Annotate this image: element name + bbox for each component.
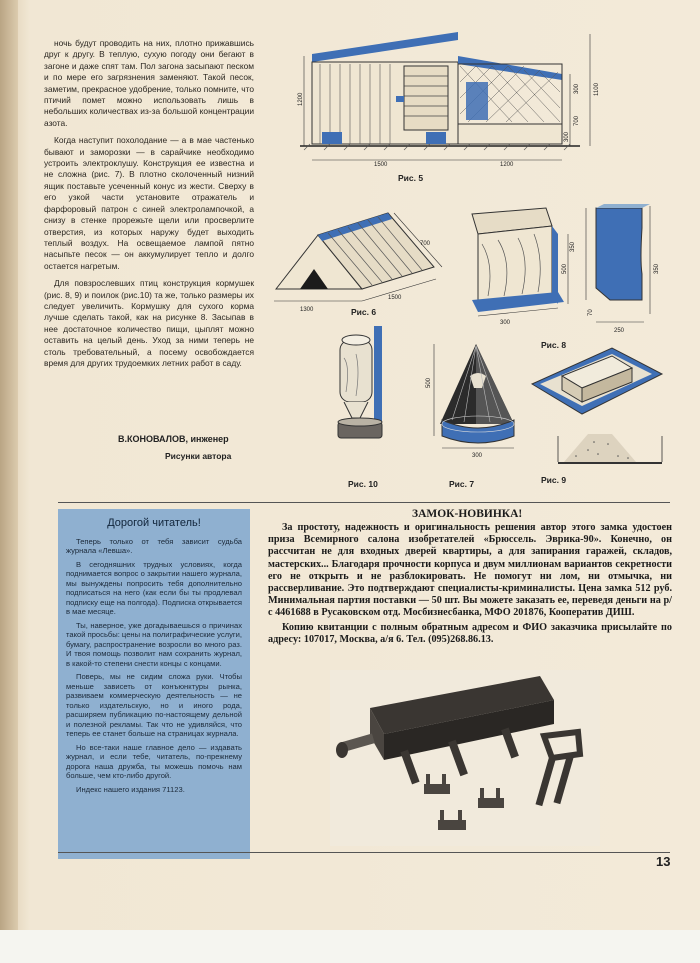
reader-box-paragraph: Теперь только от тебя зависит судьба журнала «Левша». [66, 536, 242, 555]
dimension-label: 300 [564, 131, 570, 142]
article-paragraph: Для повзрослевших птиц конструкция кормушек (рис. 8, 9) и поилок (рис.10) та же, только размеры их следует увеличить. Кормушку для сухого корма лучше сделать такой, как на рисунке 8. Засыпав в нее достаточное количество пищи, цыплят можно оставить на целый день. Уход за ними теперь не столь требовательный, а посему освобождается время для других трудоемких летних работ в саду. [44, 278, 254, 368]
lock-ad-paragraph: Копию квитанции с полным обратным адресом и ФИО заказчика присылайте по адресу: 107017, Москва, а/я 6. Тел. (095)268.86.13. [268, 621, 672, 645]
reader-appeal-box [58, 509, 250, 859]
dimension-label: 700 [420, 241, 431, 247]
dimension-label: 1200 [500, 162, 514, 168]
page-number: 13 [656, 854, 671, 869]
figure-9-tray-drawing [528, 344, 668, 472]
scan-margin [0, 930, 700, 963]
dimension-label: 300 [574, 83, 580, 94]
reader-box-paragraph: Поверь, мы не сидим сложа руки. Чтобы меньше зависеть от конъюнктуры рынка, развиваем коммерческую деятельность — не только издательскую, но и иного рода, расширяем публикацию по-настоящему дельной и полезной рекламы. Так что не удивляйся, что теперь ее станет больше на страницах журнала. [66, 672, 242, 738]
reader-box-paragraph: В сегодняшних трудных условиях, когда поднимается вопрос о закрытии нашего журнала, мы вынуждены попросить тебя дополнительно подписаться на него (как если бы ты продлевал подписку еще на полгода). Подписка открывается в мае месяце. [66, 559, 242, 616]
figure-8-feeder-drawing [464, 204, 674, 344]
page-spine-shadow [0, 0, 18, 963]
dimension-label: 1300 [300, 307, 314, 313]
lock-ad-title: ЗАМОК-НОВИНКА! [412, 508, 523, 520]
figure-5-caption: Рис. 5 [398, 173, 424, 183]
reader-box-paragraph: Ты, наверное, уже догадываешься о причинах такой просьбы: цены на полиграфические услуги, бумагу, распространение возросли во много раз. И твоя помощь позволит нам сохранить журнал, в какой-то степени снести концы с концами. [66, 620, 242, 668]
reader-box-title: Дорогой читатель! [107, 517, 201, 529]
section-divider [58, 502, 670, 503]
dimension-label: 1500 [388, 295, 402, 301]
article-paragraph: ночь будут проводить на них, плотно прижавшись друг к другу. В теплую, сухую погоду они бегают в загоне и даже спят там. Пол загона засыпают песком и по мере его загрязнения заменяют. Такой песок, заметим, прекрасное удобрение, только помните, что птичий помет можно использовать лишь в небольших количествах из-за большой концентрации азота. [44, 38, 254, 128]
dimension-label: 300 [472, 453, 483, 459]
figure-8-caption: Рис. 8 [541, 340, 567, 350]
figure-10-drinker-drawing [330, 322, 390, 454]
figure-7-brooder-drawing [420, 340, 530, 460]
dimension-label: 300 [500, 320, 511, 326]
lock-ad-text [268, 522, 672, 648]
reader-box-paragraph: Индекс нашего издания 71123. [76, 784, 185, 794]
dimension-label: 1500 [374, 162, 388, 168]
article-author: В.КОНОВАЛОВ, инженер [118, 434, 229, 444]
dimension-label: 250 [614, 328, 625, 334]
dimension-label: 350 [570, 241, 576, 252]
article-paragraph: Когда наступит похолодание — а в мае частенько бывают и заморозки — в сарайчике необходимо устроить электроклушу. Конструкция ее известна и не сложна (рис. 7). В плотно сколоченный низний ящик поставьте усеченный конус из жести. Сверху в его узкой части установите отражатель и фарфоровый патрон с синей электролампочкой, а снизу в стенке прорежьте щели или просверлите отверстия, из которых наружу будет выходить теплый воздух. На освещаемое лампой пятно насыпьте песок — он аккумулирует тепло и долго остается нагретым. [44, 135, 254, 271]
figure-10-caption: Рис. 10 [348, 479, 378, 489]
dimension-label: 500 [562, 263, 568, 274]
article-text-column [44, 38, 254, 375]
illustration-credit: Рисунки автора [165, 451, 232, 461]
lock-ad-paragraph: За простоту, надежность и оригинальность решения автор этого замка удостоен приза Всемирного салона изобретателей «Брюссель. Эврика-90». Конечно, он рассчитан не для входных дверей квартиры, а для запирания гаражей, складов, мастерских... Благодаря прочности корпуса и двум миллионам вариантов секретности его не открыть и не разблокировать. Не помогут ни лом, ни отмычка, ни рассверливание. Это подтверждают специалисты-криминалисты. Цена замка 512 руб. Минимальная партия поставки — 50 шт. Вы можете заказать ее, переведя деньги на р/с 4461688 в Русаковском отд. Мосбизнесбанка, МФО 201876, Кооператив ДИШ. [268, 522, 672, 619]
figure-7-caption: Рис. 7 [449, 479, 475, 489]
figure-6-caption: Рис. 6 [351, 307, 377, 317]
figure-9-caption: Рис. 9 [541, 475, 567, 485]
lock-photo [330, 670, 600, 846]
dimension-label: 1100 [594, 83, 600, 96]
figure-5-coop-drawing [300, 26, 640, 176]
dimension-label: 500 [426, 377, 432, 388]
dimension-label: 1200 [298, 92, 304, 106]
dimension-label: 350 [654, 263, 660, 274]
dimension-label: 70 [588, 309, 594, 316]
reader-box-paragraph: Но все-таки наше главное дело — издавать журнал, и если тебе, читатель, по-прежнему дорога наша дружба, ты можешь помочь нам больше, чем кто-либо другой. [66, 742, 242, 780]
dimension-label: 700 [574, 115, 580, 126]
bottom-divider [58, 852, 670, 853]
